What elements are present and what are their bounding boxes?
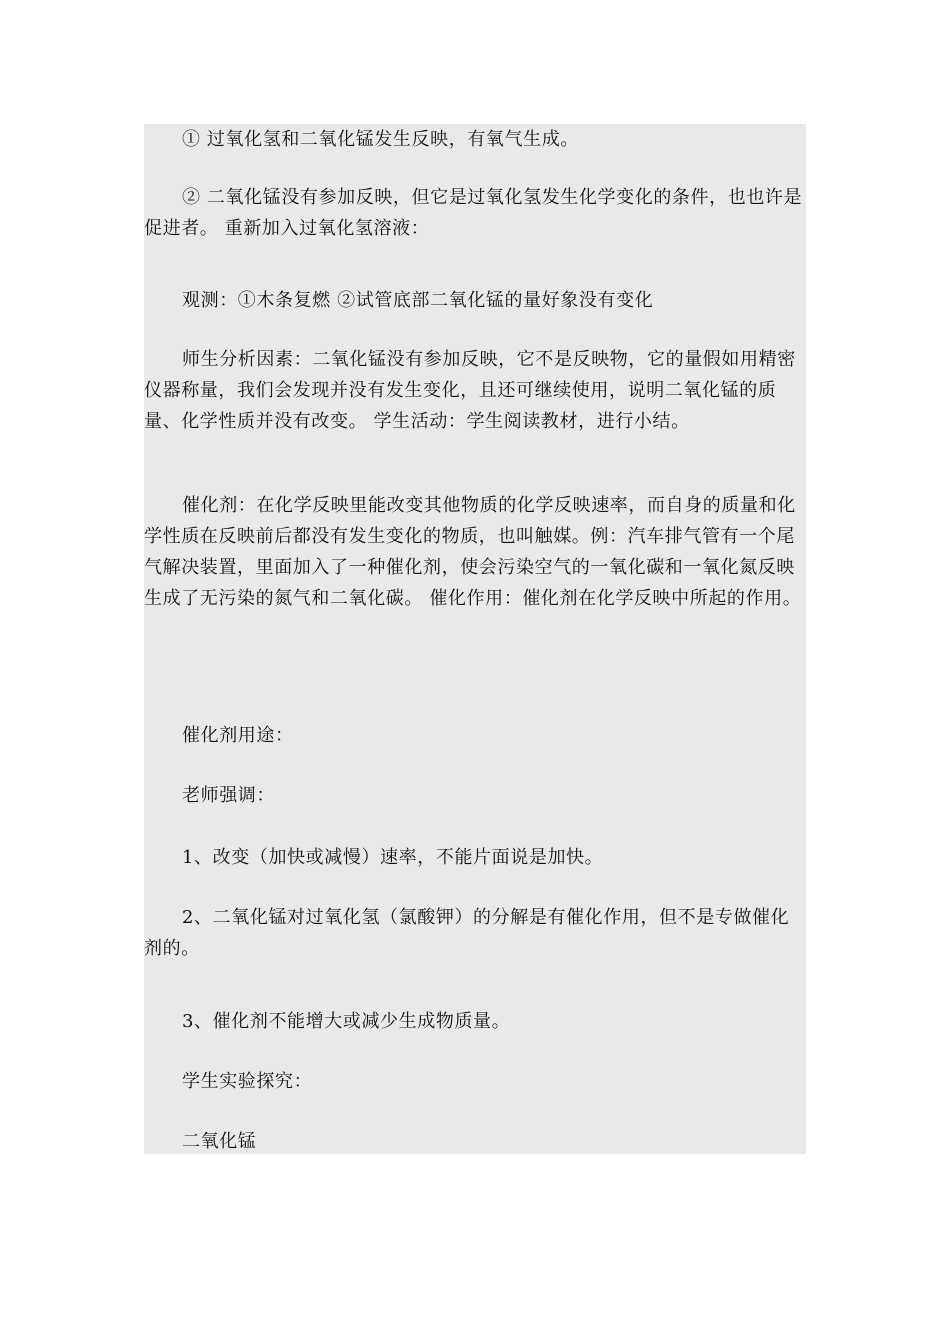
paragraph-student-experiment: 学生实验探究：	[182, 1071, 313, 1092]
paragraph-point-3: 3、催化剂不能增大或减少生成物质量。	[182, 1011, 511, 1032]
paragraph-result-1: ① 过氧化氢和二氧化锰发生反映，有氧气生成。	[182, 129, 579, 150]
paragraph-point-2: 2、二氧化锰对过氧化氢（氯酸钾）的分解是有催化作用，但不是专做催化剂的。	[144, 907, 790, 959]
paragraph-catalyst-definition: 催化剂：在化学反映里能改变其他物质的化学反映速率，而自身的质量和化学性质在反映前后都没有发生变化的物质，也叫触媒。例：汽车排气管有一个尾气解决装置，里面加入了一种催化剂，使会污染空气的一氧化碳和一氧化氮反映生成了无污染的氮气和二氧化碳。 催化作用：催化剂在化学反映中所起的作用。	[144, 495, 802, 609]
paragraph-point-1: 1、改变（加快或减慢）速率，不能片面说是加快。	[182, 847, 604, 868]
paragraph-teacher-emphasis: 老师强调：	[182, 785, 275, 806]
paragraph-analysis: 师生分析因素：二氧化锰没有参加反映，它不是反映物，它的量假如用精密仪器称量，我们会发现并没有发生变化，且还可继续使用，说明二氧化锰的质量、化学性质并没有改变。 学生活动：学生阅读教材，进行小结。	[144, 349, 796, 432]
paragraph-result-2: ② 二氧化锰没有参加反映，但它是过氧化氢发生化学变化的条件，也也许是促进者。 重新加入过氧化氢溶液：	[144, 187, 803, 239]
paragraph-manganese-dioxide: 二氧化锰	[182, 1131, 257, 1152]
paragraph-observation: 观测：①木条复燃 ②试管底部二氧化锰的量好象没有变化	[182, 290, 654, 311]
document-body	[144, 124, 806, 1154]
paragraph-catalyst-uses: 催化剂用途：	[182, 725, 294, 746]
